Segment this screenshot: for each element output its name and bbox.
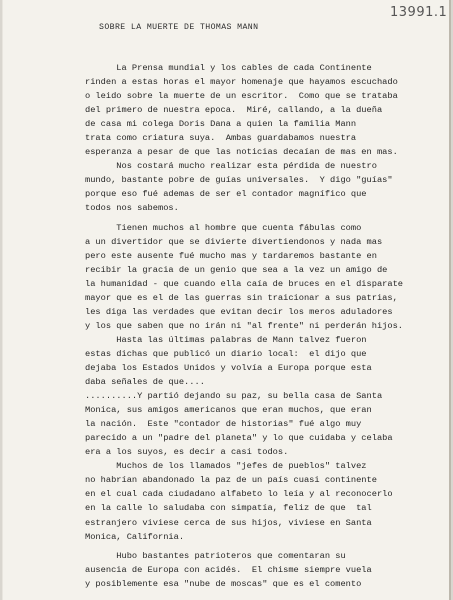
text-line: esperanza a pesar de que las noticias decaían de mas en mas. bbox=[85, 147, 398, 158]
document-page bbox=[2, 0, 451, 600]
text-line: Monica, sus amigos americanos que eran muchos, que eran bbox=[85, 405, 372, 416]
text-line: porque eso fué ademas de ser el contador magnífico que bbox=[85, 189, 367, 200]
text-line: Hubo bastantes patrioteros que comentaran su bbox=[85, 550, 346, 561]
text-line: recibir la gracia de un genio que sea a la vez un amigo de bbox=[85, 264, 388, 275]
text-line: de casa mi colega Doris Dana a quien la familia Mann bbox=[85, 119, 357, 130]
text-line: daba señales de que.... bbox=[85, 377, 205, 388]
text-line: pero este ausente fué mucho mas y tardaremos bastante en bbox=[85, 250, 377, 261]
text-line: rinden a estas horas el mayor homenaje que hayamos escuchado bbox=[85, 77, 398, 88]
text-line: trata como criatura suya. Ambas guardabamos nuestra bbox=[85, 133, 357, 144]
page-edge bbox=[449, 0, 451, 600]
document-title: SOBRE LA MUERTE DE THOMAS MANN bbox=[99, 23, 259, 32]
text-line: Monica, California. bbox=[85, 531, 185, 542]
text-line: y los que saben que no irán ni "al frente" ni perderán hijos. bbox=[85, 320, 404, 331]
text-line: todos nos sabemos. bbox=[85, 203, 179, 214]
archive-number: 13991.1 bbox=[390, 5, 448, 20]
text-line: ..........Y partió dejando su paz, su bella casa de Santa bbox=[85, 391, 383, 402]
text-line: y posiblemente esa "nube de moscas" que es el comento bbox=[85, 578, 362, 589]
text-line: Tienen muchos al hombre que cuenta fábulas como bbox=[85, 222, 362, 233]
text-line: les diga las verdades que evitan decir los meros aduladores bbox=[85, 306, 393, 317]
text-line: Nos costará mucho realizar esta pérdida de nuestro bbox=[85, 161, 377, 172]
document-body bbox=[85, 61, 440, 591]
text-line: La Prensa mundial y los cables de cada Continente bbox=[85, 63, 372, 73]
text-line: en el cual cada ciudadano alfabeto lo leía y al reconocerlo bbox=[85, 489, 393, 500]
text-line: no habrían abandonado la paz de un país cuasi continente bbox=[85, 475, 377, 486]
text-line: ausencia de Europa con acidés. El chisme siempre vuela bbox=[85, 564, 372, 575]
text-line: estranjero viviese cerca de sus hijos, viviese en Santa bbox=[85, 517, 372, 528]
text-line: era a los suyos, es decir a casi todos. bbox=[85, 447, 289, 458]
text-line: del primero de nuestra epoca. Miré, callando, a la dueña bbox=[85, 105, 383, 116]
text-line: la humanidad - que cuando ella caía de bruces en el disparate bbox=[85, 278, 404, 289]
text-line: mayor que es el de las guerras sin traicionar a sus patrias, bbox=[85, 292, 398, 303]
text-line: Muchos de los llamados "jefes de pueblos" talvez bbox=[85, 461, 367, 472]
text-line: Hasta las últimas palabras de Mann talvez fueron bbox=[85, 334, 367, 345]
text-line: a un divertidor que se divierte divertiendonos y nada mas bbox=[85, 236, 383, 247]
text-line: dejaba los Estados Unidos y volvía a Europa porque esta bbox=[85, 362, 372, 373]
text-line: en la calle lo saludaba con simpatía, feliz de que tal bbox=[85, 503, 372, 514]
text-line: mundo, bastante pobre de guías universales. Y digo "guías" bbox=[85, 175, 393, 186]
text-line: parecido a un "padre del planeta" y lo que cuidaba y celaba bbox=[85, 433, 393, 444]
text-line: estas dichas que publicó un diario local: el dijo que bbox=[85, 348, 367, 359]
text-line: o leido sobre la muerte de un escritor. Como que se trataba bbox=[85, 91, 398, 102]
text-line: la nación. Este "contador de historias" fué algo muy bbox=[85, 419, 362, 430]
